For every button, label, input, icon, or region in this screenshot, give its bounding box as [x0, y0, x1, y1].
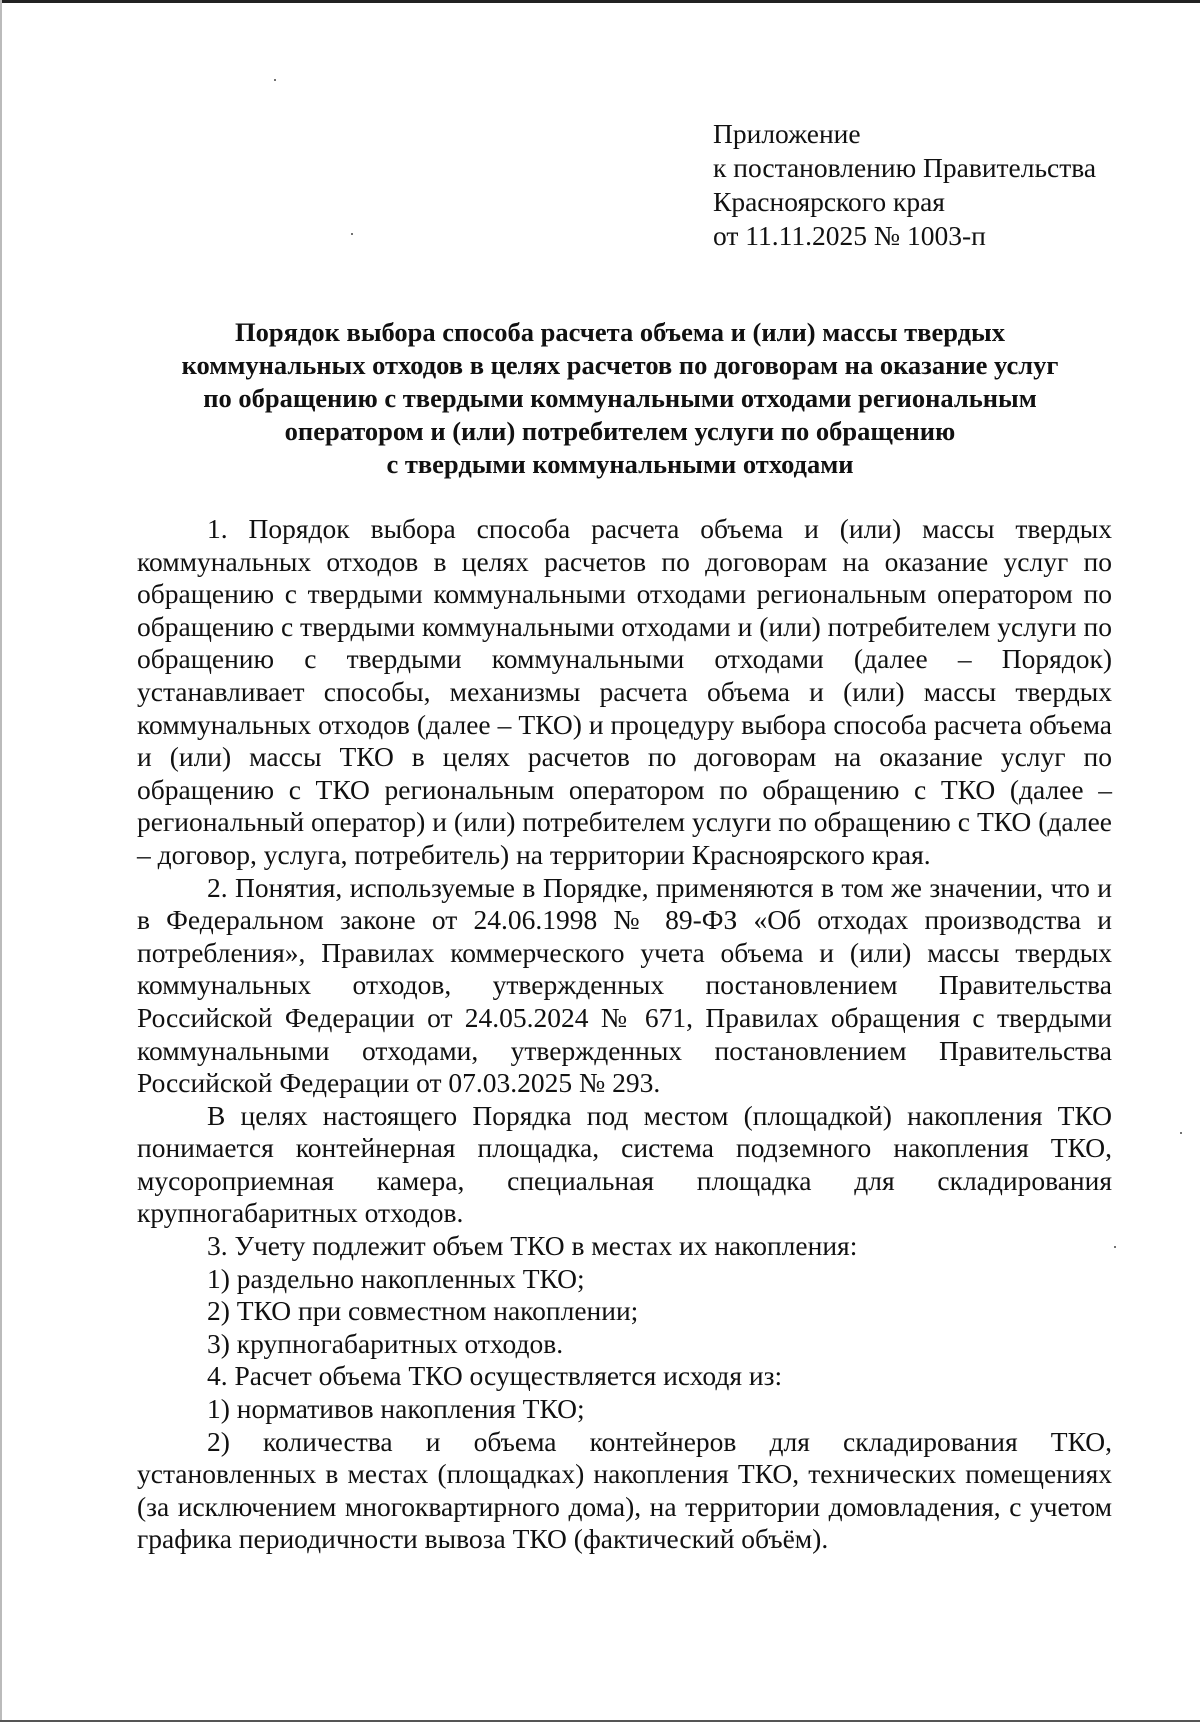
- list-item: 2) количества и объема контейнеров для складирования ТКО, установленных в местах (площадках) накопления ТКО, технических помещениях (за исключением многоквартирного дома), на территории домовладения, с учетом графика периодичности вывоза ТКО (фактический объём).: [137, 1425, 1112, 1555]
- paragraph-1: 1. Порядок выбора способа расчета объема и (или) массы твердых коммунальных отходов в целях расчетов по договорам на оказание услуг по обращению с твердыми коммунальными отходами региональным оператором по обращению с твердыми коммунальными отходами и (или) потребителем услуги по обращению с твердыми коммунальными отходами (далее – Порядок) устанавливает способы, механизмы расчета объема и (или) массы твердых коммунальных отходов (далее – ТКО) и процедуру выбора способа расчета объема и (или) массы ТКО в целях расчетов по договорам на оказание услуг по обращению с ТКО региональным оператором по обращению с ТКО (далее – региональный оператор) и (или) потребителем услуги по обращению с ТКО (далее – договор, услуга, потребитель) на территории Красноярского края.: [137, 513, 1112, 870]
- scan-edge-left: [0, 0, 2, 1722]
- list-item: 1) нормативов накопления ТКО;: [207, 1393, 585, 1425]
- document-title: [120, 316, 1120, 481]
- paragraph-3: 3. Учету подлежит объем ТКО в местах их накопления:: [207, 1230, 858, 1262]
- appendix-header: [713, 117, 1153, 253]
- appendix-line: Красноярского края: [713, 186, 945, 217]
- paragraph-2: 2. Понятия, используемые в Порядке, применяются в том же значении, что и в Федеральном законе от 24.06.1998 № 89-ФЗ «Об отходах производства и потребления», Правилах коммерческого учета объема и (или) массы твердых коммунальных отходов, утвержденных постановлением Правительства Российской Федерации от 24.05.2024 № 671, Правилах обращения с твердыми коммунальными отходами, утвержденных постановлением Правительства Российской Федерации от 07.03.2025 № 293.: [137, 871, 1112, 1099]
- scan-speck: [1114, 1246, 1116, 1248]
- scan-speck: [351, 233, 353, 235]
- title-line: коммунальных отходов в целях расчетов по договорам на оказание услуг: [181, 350, 1059, 380]
- list-item: 1) раздельно накопленных ТКО;: [207, 1262, 585, 1294]
- title-line: по обращению с твердыми коммунальными отходами региональным: [203, 383, 1037, 413]
- title-line: с твердыми коммунальными отходами: [386, 449, 854, 479]
- scan-speck: [274, 79, 276, 81]
- list-item: 2) ТКО при совместном накоплении;: [207, 1295, 639, 1327]
- appendix-line: Приложение: [713, 118, 861, 149]
- document-body: [137, 513, 1112, 1556]
- title-line: Порядок выбора способа расчета объема и (или) массы твердых: [235, 317, 1005, 347]
- paragraph-4: 4. Расчет объема ТКО осуществляется исходя из:: [207, 1360, 783, 1392]
- title-line: оператором и (или) потребителем услуги по обращению: [284, 416, 956, 446]
- paragraph-definition: В целях настоящего Порядка под местом (площадкой) накопления ТКО понимается контейнерная площадка, система подземного накопления ТКО, мусороприемная камера, специальная площадка для складирования крупногабаритных отходов.: [137, 1099, 1112, 1229]
- scan-edge-top: [0, 0, 1200, 3]
- scan-speck: [1180, 1132, 1182, 1134]
- appendix-line: к постановлению Правительства: [713, 152, 1097, 183]
- list-item: 3) крупногабаритных отходов.: [207, 1327, 564, 1359]
- appendix-date-number: от 11.11.2025 № 1003-п: [713, 220, 986, 251]
